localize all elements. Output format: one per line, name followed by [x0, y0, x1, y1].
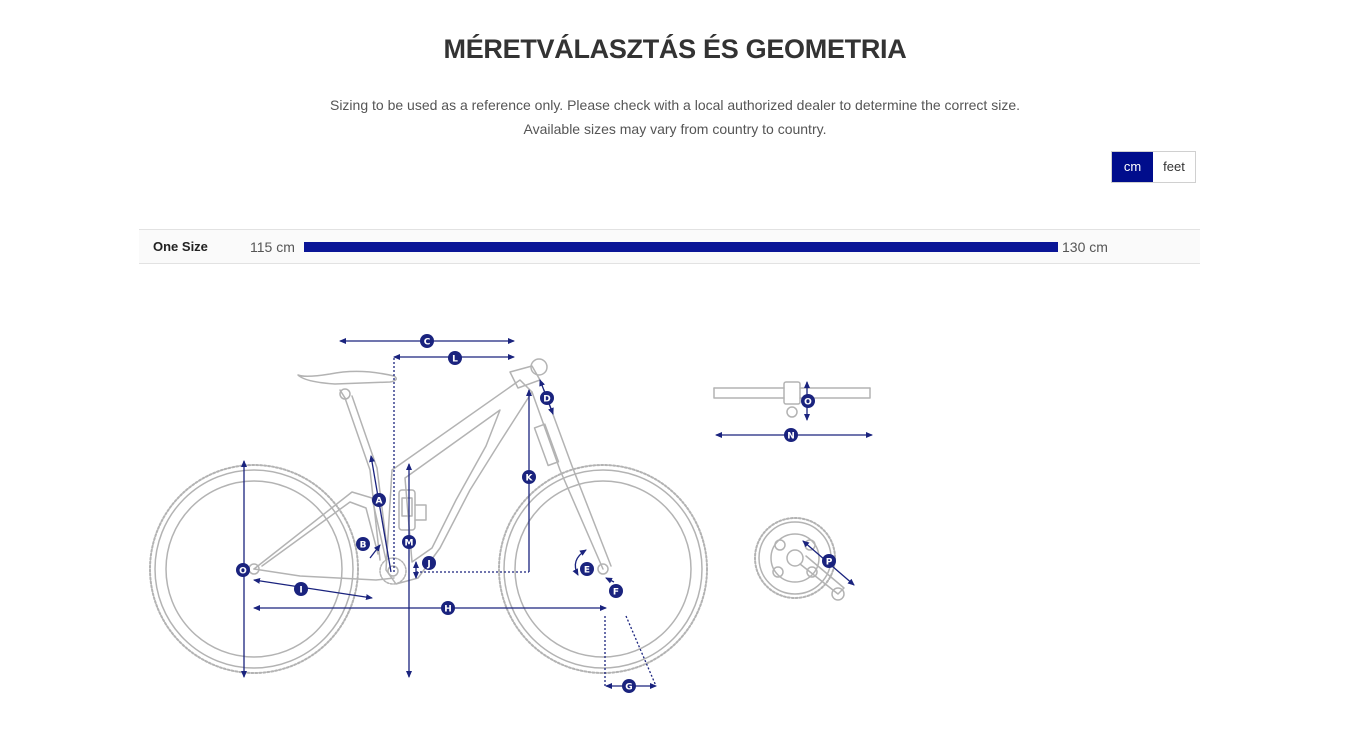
svg-text:J: J [427, 559, 431, 570]
availability-note: Available sizes may vary from country to country. [523, 121, 827, 137]
svg-text:C: C [423, 337, 431, 348]
badge-l[interactable] [448, 351, 462, 365]
svg-text:N: N [787, 431, 795, 442]
svg-text:I: I [299, 585, 303, 596]
svg-text:G: G [625, 682, 633, 693]
bike-frame [254, 359, 611, 584]
svg-text:H: H [444, 604, 452, 615]
svg-text:F: F [612, 587, 620, 598]
badge-f[interactable] [609, 584, 623, 598]
svg-text:D: D [543, 394, 551, 405]
size-name: One Size [153, 239, 208, 254]
size-min-height: 115 cm [250, 239, 295, 255]
badge-e[interactable] [580, 562, 594, 576]
svg-text:M: M [404, 538, 414, 549]
badge-o-wheel[interactable] [236, 563, 250, 577]
handlebar-illustration [714, 382, 870, 417]
badge-n[interactable] [784, 428, 798, 442]
badge-o-bar[interactable] [801, 394, 815, 408]
unit-feet-button[interactable]: feet [1153, 152, 1195, 182]
svg-text:A: A [375, 496, 383, 507]
badge-g[interactable] [622, 679, 636, 693]
badge-i[interactable] [294, 582, 308, 596]
badge-c[interactable] [420, 334, 434, 348]
badge-j[interactable] [422, 556, 436, 570]
bike-illustration [150, 359, 870, 673]
dimension-lines [244, 341, 872, 686]
badge-h[interactable] [441, 601, 455, 615]
sizing-note: Sizing to be used as a reference only. Please check with a local authorized dealer to determine the correct size. [329, 97, 1020, 113]
badge-m[interactable] [402, 535, 416, 549]
svg-text:K: K [525, 473, 533, 484]
page-title: MÉRETVÁLASZTÁS ÉS GEOMETRIA [443, 34, 907, 64]
svg-text:O: O [804, 397, 812, 408]
badge-a[interactable] [372, 493, 386, 507]
svg-text:B: B [359, 540, 367, 551]
badge-p[interactable] [822, 554, 836, 568]
svg-text:O: O [239, 566, 247, 577]
svg-text:P: P [825, 557, 833, 568]
badge-k[interactable] [522, 470, 536, 484]
svg-text:E: E [583, 565, 591, 576]
svg-text:L: L [452, 354, 458, 365]
unit-cm-button[interactable]: cm [1112, 152, 1153, 182]
badge-d[interactable] [540, 391, 554, 405]
badge-b[interactable] [356, 537, 370, 551]
size-max-height: 130 cm [1062, 239, 1108, 255]
